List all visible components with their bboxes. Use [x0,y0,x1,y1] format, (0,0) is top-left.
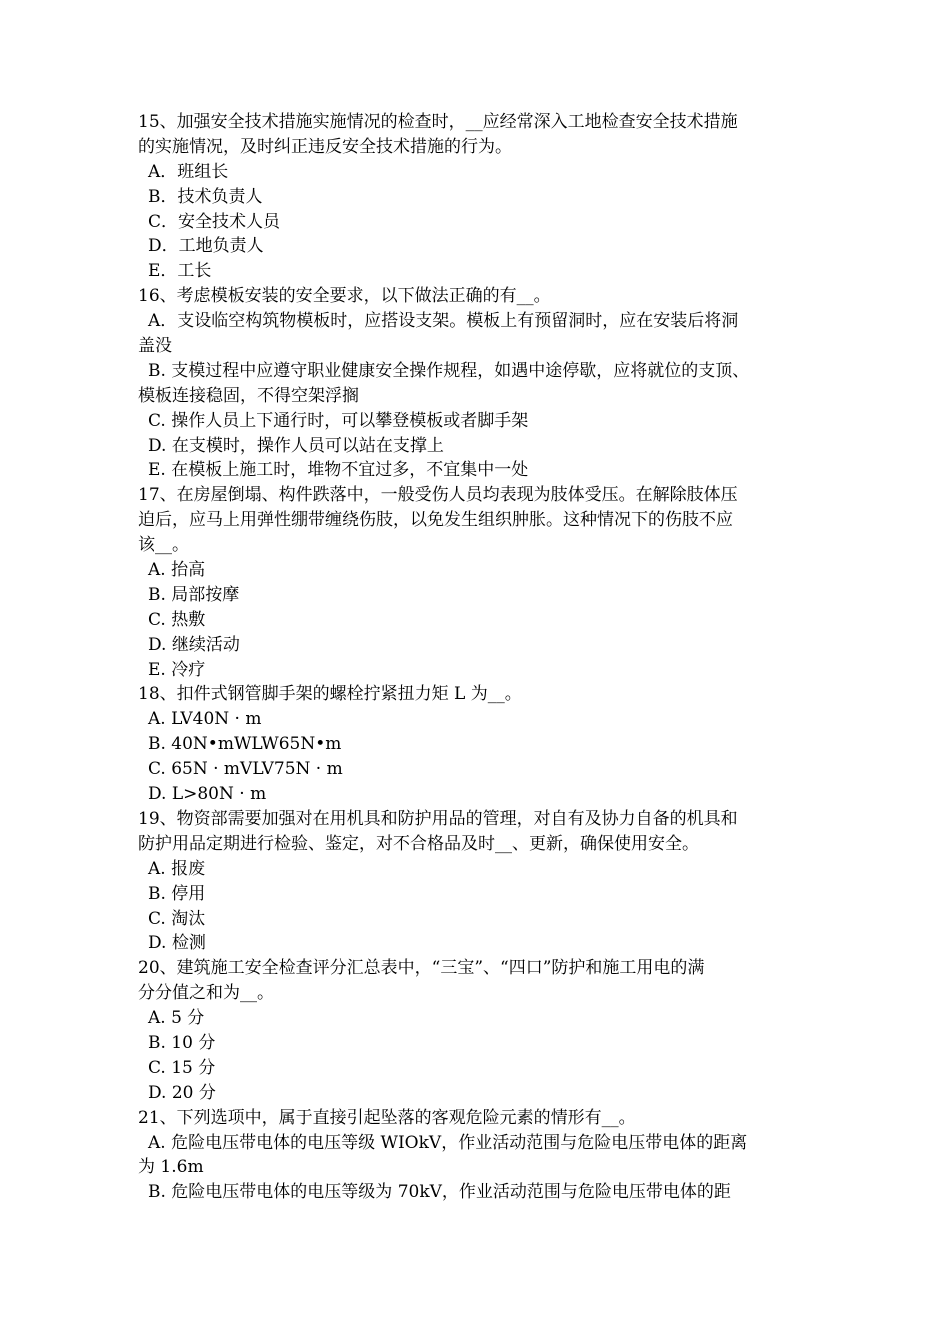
option-line: A. 报废 [148,858,206,879]
option-line: A. 抬高 [148,560,206,581]
option-line: B. 局部按摩 [148,584,240,605]
question-line: 19、物资部需要加强对在用机具和防护用品的管理，对自有及协力自备的机具和 [138,808,738,829]
option-line: D．工地负责人 [148,236,264,257]
question-line: 分分值之和为__。 [138,983,274,1004]
option-line: A. 危险电压带电体的电压等级 WIOkV，作业活动范围与危险电压带电体的距离 [148,1132,748,1153]
option-line: B. 停用 [148,883,206,904]
question-line: 16、考虑模板安装的安全要求，以下做法正确的有__。 [138,286,551,307]
option-line: A. LV40N · m [148,709,262,730]
option-line: C. 操作人员上下通行时，可以攀登模板或者脚手架 [148,410,529,431]
question-line: 18、扣件式钢管脚手架的螺栓拧紧扭力矩 L 为__。 [138,684,522,705]
option-line: D. 检测 [148,933,206,954]
question-line: 20、建筑施工安全检查评分汇总表中，“三宝”、“四口”防护和施工用电的满 [138,958,705,979]
question-line: 防护用品定期进行检验、鉴定，对不合格品及时__、更新，确保使用安全。 [138,833,699,854]
option-line: C. 热敷 [148,609,206,630]
option-line: D. 继续活动 [148,634,240,655]
question-line: 为 1.6m [138,1157,204,1178]
option-line: C. 15 分 [148,1057,216,1078]
option-line: B. 40N•mWLW65N•m [148,734,342,755]
option-line: E. 在模板上施工时，堆物不宜过多，不宜集中一处 [148,460,529,481]
option-line: B. 支模过程中应遵守职业健康安全操作规程，如遇中途停歇，应将就位的支顶、 [148,360,750,381]
option-line: A．班组长 [148,161,229,182]
option-line: D. L>80N · m [148,784,267,805]
question-line: 该__。 [138,535,189,556]
option-line: E. 冷疗 [148,659,206,680]
question-line: 15、加强安全技术措施实施情况的检查时，__应经常深入工地检查安全技术措施 [138,112,738,132]
option-line: A. 5 分 [148,1008,205,1029]
option-line: B．技术负责人 [148,186,263,207]
question-line: 模板连接稳固，不得空架浮搁 [138,385,359,406]
option-line: E．工长 [148,261,212,282]
question-line: 盖没 [138,336,172,357]
option-line: C．安全技术人员 [148,211,281,232]
option-line: D. 20 分 [148,1082,216,1103]
option-line: A．支设临空构筑物模板时，应搭设支架。模板上有预留洞时，应在安装后将洞 [148,311,739,332]
question-line: 的实施情况，及时纠正违反安全技术措施的行为。 [138,136,512,157]
option-line: B. 10 分 [148,1032,216,1053]
option-line: C. 淘汰 [148,908,206,929]
question-line: 21、下列选项中，属于直接引起坠落的客观危险元素的情形有__。 [138,1107,636,1128]
question-line: 迫后，应马上用弹性绷带缠绕伤肢，以免发生组织肿胀。这种情况下的伤肢不应 [138,510,733,531]
question-line: 17、在房屋倒塌、构件跌落中，一般受伤人员均表现为肢体受压。在解除肢体压 [138,485,738,506]
option-line: D. 在支模时，操作人员可以站在支撑上 [148,435,444,456]
document-page [138,110,828,1205]
option-line: B. 危险电压带电体的电压等级为 70kV，作业活动范围与危险电压带电体的距 [148,1182,731,1203]
option-line: C. 65N · mVLV75N · m [148,759,343,780]
